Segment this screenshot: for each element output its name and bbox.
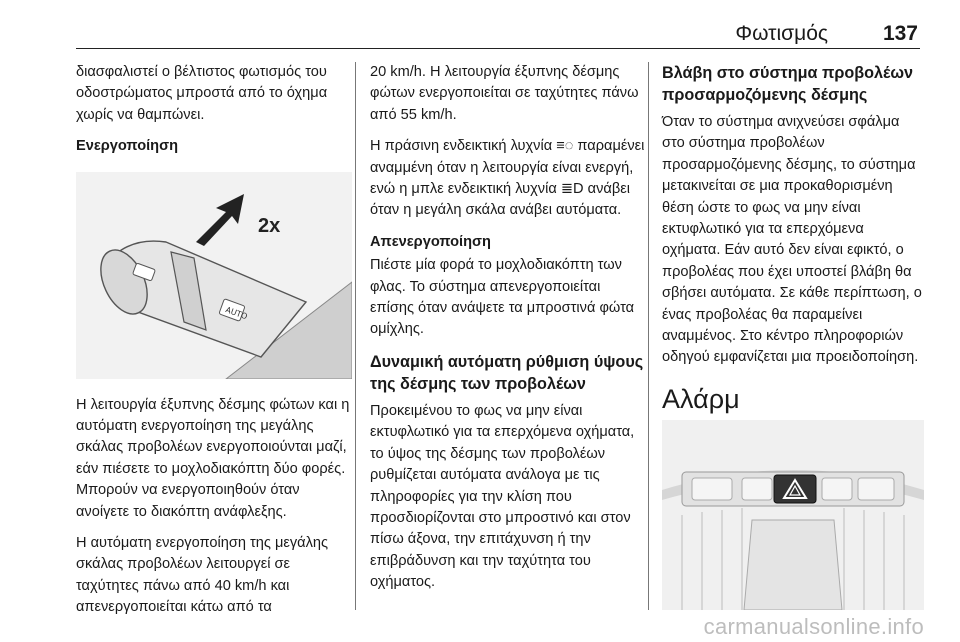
paragraph: διασφαλιστεί ο βέλτιστος φωτισμός του οδοστρώματος μπροστά από το όχημα χωρίς να θαμπώνει. [76,64,328,123]
paragraph: Όταν το σύστημα ανιχνεύσει σφάλμα στο σύστημα προβολέων προσαρμοζόμενης δέσμης, το σύστημα μετακινείται σε μια προκαθορισμένη θέση ώστε το φως να μην είναι εκτυφλωτικό για τα επερχόμενα οχήματα. Εάν αυτό δεν είναι εφικτό, ο προβολέας που έχει υποστεί βλάβη θα σβήσει αυτόματα. Σε κάθε περίπτωση, ο ένας προβολέας θα παραμείνει αναμμένος. Στο κέντρο πληροφοριών οδηγού εμφανίζεται μια προειδοποίηση. [662,114,922,366]
paragraph: Πιέστε μία φορά το μοχλοδιακόπτη των φλας. Το σύστημα απενεργοποιείται επίσης όταν ανάψετε τα μπροστινά φώτα ομίχλης. [370,257,635,338]
stalk-drawing [76,172,352,379]
column-divider [355,62,356,610]
heading-hazard-warning: Αλάρμ [662,383,740,414]
paragraph: Η αυτόματη ενεργοποίηση της μεγάλης σκάλας προβολέων λειτουργεί σε ταχύτητες πάνω από 40 km/h και απενεργοποιείται κάτω από τα [76,535,329,616]
press-twice-label: 2x [258,214,281,237]
heading-deactivation: Απενεργοποίηση [370,233,491,250]
dashboard-drawing [662,420,924,610]
watermark: carmanualsonline.info [703,614,924,639]
hazard-button-illustration [662,420,924,610]
column-divider [648,62,649,610]
heading-activation: Ενεργοποίηση [76,138,178,155]
column-3 [662,62,924,415]
paragraph: Η λειτουργία έξυπνης δέσμης φώτων και η αυτόματη ενεργοποίηση της μεγάλης σκάλας προβολέων ενεργοποιούνται μαζί, εάν πιέσετε το μοχλοδιακόπτη δύο φορές. Μπορούν να ενεργοποιηθούν όταν ανοίγετε το διακόπτη ανάφλεξης. [76,396,350,520]
paragraph: Η πράσινη ενδεικτική λυχνία ≡◌ παραμένει αναμμένη όταν η λειτουργία είναι ενεργή, ενώ η μπλε ενδεικτική λυχνία ≣D ανάβει όταν η μεγάλη σκάλα ανάβει αυτόματα. [370,138,645,219]
stalk-illustration [76,172,352,379]
section-title: Φωτισμός [735,22,828,45]
heading-dynamic-leveling: Δυναμική αυτόματη ρύθμιση ύψους της δέσμης των προβολέων [370,352,644,393]
page-header [76,22,920,49]
heading-fault: Βλάβη στο σύστημα προβολέων προσαρμοζόμενης δέσμης [662,64,914,104]
column-2 [370,62,646,604]
svg-text:AUTO: AUTO [224,304,249,321]
paragraph: Προκειμένου το φως να μην είναι εκτυφλωτικό για τα επερχόμενα οχήματα, το ύψος της δέσμης των προβολέων ρυθμίζεται αυτόματα ανάλογα με τις πληροφορίες για την κλίση που προσδιορίζονται στο μπροστινό και στον πίσω άξονα, την επιτάχυνση ή την επιβράδυνση και την ταχύτητα του οχήματος. [370,402,635,591]
page-number: 137 [882,22,918,45]
column-1 [76,62,352,629]
paragraph: 20 km/h. Η λειτουργία έξυπνης δέσμης φώτων ενεργοποιείται σε ταχύτητες πάνω από 55 km/h. [370,64,639,123]
